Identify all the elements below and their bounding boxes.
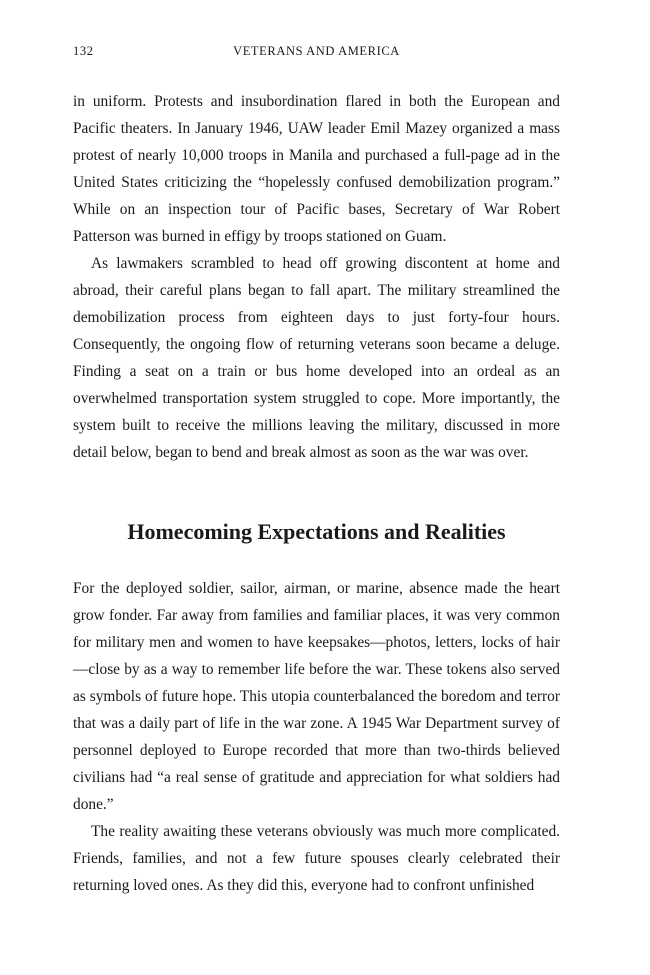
paragraph-deployed-soldier: For the deployed soldier, sailor, airman, or marine, absence made the heart grow fonder. Far away from families and familiar places, it was very common for military men and women to have keepsakes—photos, letters, locks of hair—close by as a way to remember life before the war. These tokens also served as symbols of future hope. This utopia counterbalanced the boredom and terror that was a daily part of life in the war zone. A 1945 War Department survey of personnel deployed to Europe recorded that more than two-thirds believed civilians had “a real sense of gratitude and appreciation for what soldiers had done.”	[73, 580, 560, 813]
paragraph-continued: in uniform. Protests and insubordination flared in both the European and Pacific theaters. In January 1946, UAW leader Emil Mazey organized a mass protest of nearly 10,000 troops in Manila and purchased a full-page ad in the United States criticizing the “hopelessly confused demobilization program.” While on an inspection tour of Pacific bases, Secretary of War Robert Patterson was burned in effigy by troops stationed on Guam.	[73, 93, 560, 245]
page-number: 132	[73, 44, 94, 58]
body-text-before-heading	[73, 88, 560, 466]
body-text-after-heading	[73, 575, 560, 899]
running-head	[73, 44, 560, 64]
paragraph-lawmakers: As lawmakers scrambled to head off growing discontent at home and abroad, their careful plans began to fall apart. The military streamlined the demobilization process from eighteen days to just forty-four hours. Consequently, the ongoing flow of returning veterans soon became a deluge. Finding a seat on a train or bus home developed into an ordeal as an overwhelmed transportation system struggled to cope. More importantly, the system built to receive the millions leaving the military, discussed in more detail below, began to bend and break almost as soon as the war was over.	[73, 255, 560, 461]
section-heading: Homecoming Expectations and Realities	[127, 519, 506, 544]
running-title: VETERANS AND AMERICA	[233, 44, 400, 58]
paragraph-reality: The reality awaiting these veterans obviously was much more complicated. Friends, families, and not a few future spouses clearly celebrated their returning loved ones. As they did this, everyone had to confront unfinished	[73, 823, 560, 894]
